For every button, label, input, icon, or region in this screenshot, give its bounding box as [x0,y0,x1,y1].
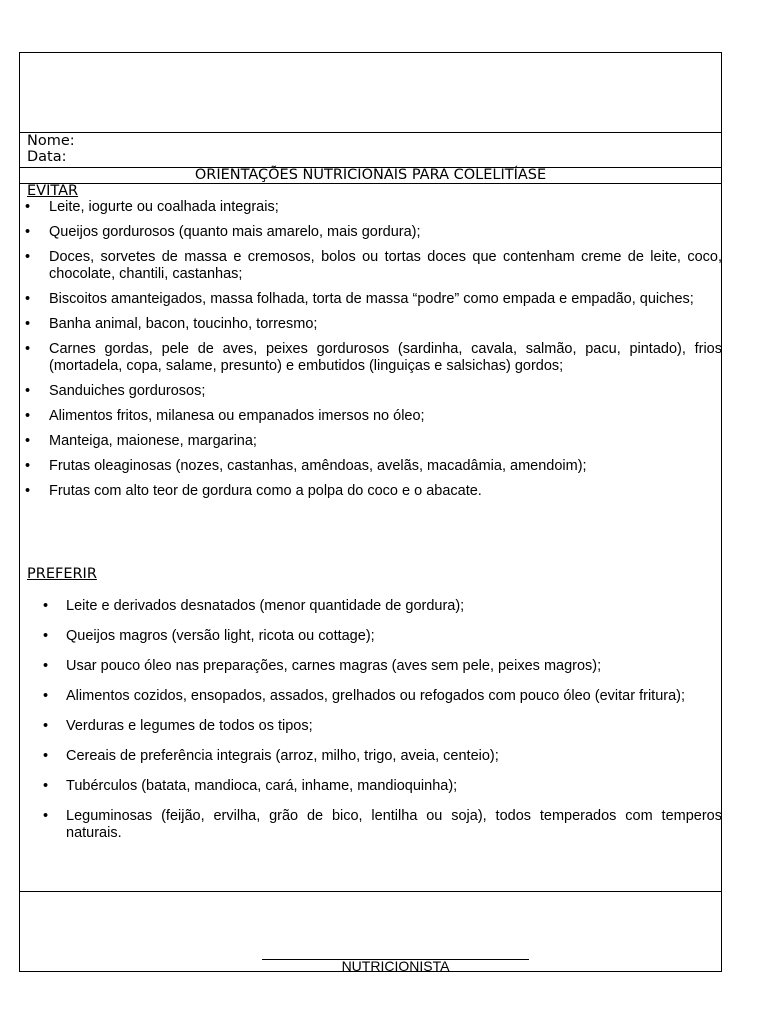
bullet-icon: • [43,688,49,704]
list-item-text: Frutas oleaginosas (nozes, castanhas, amêndoas, avelãs, macadâmia, amendoim); [49,458,587,474]
bullet-icon: • [43,718,49,734]
name-field-label: Nome: [27,133,75,149]
list-item [25,291,722,308]
bullet-icon: • [25,483,31,499]
list-item [25,408,722,425]
list-item-text: Manteiga, maionese, margarina; [49,433,257,449]
list-item [43,688,722,705]
signature-label: NUTRICIONISTA [341,958,450,974]
list-item [25,316,722,333]
list-item [25,224,722,241]
bullet-icon: • [25,224,31,240]
nutrition-guidelines-form [19,52,722,972]
list-item [43,748,722,765]
list-item-text: Queijos gordurosos (quanto mais amarelo, mais gordura); [49,224,421,240]
list-item [43,658,722,675]
list-item-text: Carnes gordas, pele de aves, peixes gordurosos (sardinha, cavala, salmão, pacu, pintado), frios (mortadela, copa, salame, presunto) e embutidos (linguiças e salsichas) gordos; [49,341,722,374]
bullet-icon: • [25,291,31,307]
list-item-text: Alimentos fritos, milanesa ou empanados imersos no óleo; [49,408,425,424]
list-item-text: Biscoitos amanteigados, massa folhada, torta de massa “podre” como empada e empadão, quiches; [49,291,694,307]
bullet-icon: • [43,628,49,644]
list-item [25,483,722,500]
bullet-icon: • [25,433,31,449]
bullet-icon: • [25,249,31,265]
bullet-icon: • [43,748,49,764]
list-item [25,433,722,450]
list-item [25,458,722,475]
bullet-icon: • [43,778,49,794]
list-item-text: Tubérculos (batata, mandioca, cará, inhame, mandioquinha); [66,778,458,794]
list-item-text: Frutas com alto teor de gordura como a polpa do coco e o abacate. [49,483,482,499]
date-field-label: Data: [27,149,67,165]
list-item-text: Usar pouco óleo nas preparações, carnes magras (aves sem pele, peixes magros); [66,658,602,674]
list-item [25,199,722,216]
list-item [43,718,722,735]
list-item-text: Banha animal, bacon, toucinho, torresmo; [49,316,318,332]
list-item [43,778,722,795]
avoid-list [25,199,722,508]
list-item-text: Sanduiches gordurosos; [49,383,206,399]
list-item-text: Leguminosas (feijão, ervilha, grão de bico, lentilha ou soja), todos temperados com temperos naturais. [66,808,722,841]
document-title: ORIENTAÇÕES NUTRICIONAIS PARA COLELITÍASE [20,167,721,184]
list-item-text: Doces, sorvetes de massa e cremosos, bolos ou tortas doces que contenham creme de leite, coco, chocolate, chantili, castanhas; [49,249,722,282]
bullet-icon: • [25,316,31,332]
list-item-text: Verduras e legumes de todos os tipos; [66,718,313,734]
header-blank-area [20,53,721,133]
prefer-section-heading: PREFERIR [27,566,97,582]
list-item-text: Leite, iogurte ou coalhada integrais; [49,199,279,215]
list-item [25,249,722,283]
avoid-section-heading: EVITAR [27,183,79,199]
bullet-icon: • [25,341,31,357]
list-item [25,341,722,375]
list-item [43,628,722,645]
list-item [25,383,722,400]
bullet-icon: • [25,408,31,424]
signature-area [20,891,721,974]
list-item-text: Cereais de preferência integrais (arroz, milho, trigo, aveia, centeio); [66,748,499,764]
list-item [43,598,722,615]
bullet-icon: • [25,383,31,399]
list-item-text: Alimentos cozidos, ensopados, assados, grelhados ou refogados com pouco óleo (evitar fritura); [66,688,686,704]
list-item-text: Queijos magros (versão light, ricota ou cottage); [66,628,375,644]
bullet-icon: • [43,598,49,614]
prefer-list [43,598,722,855]
list-item-text: Leite e derivados desnatados (menor quantidade de gordura); [66,598,465,614]
list-item [43,808,722,842]
bullet-icon: • [43,808,49,824]
bullet-icon: • [25,458,31,474]
bullet-icon: • [25,199,31,215]
bullet-icon: • [43,658,49,674]
